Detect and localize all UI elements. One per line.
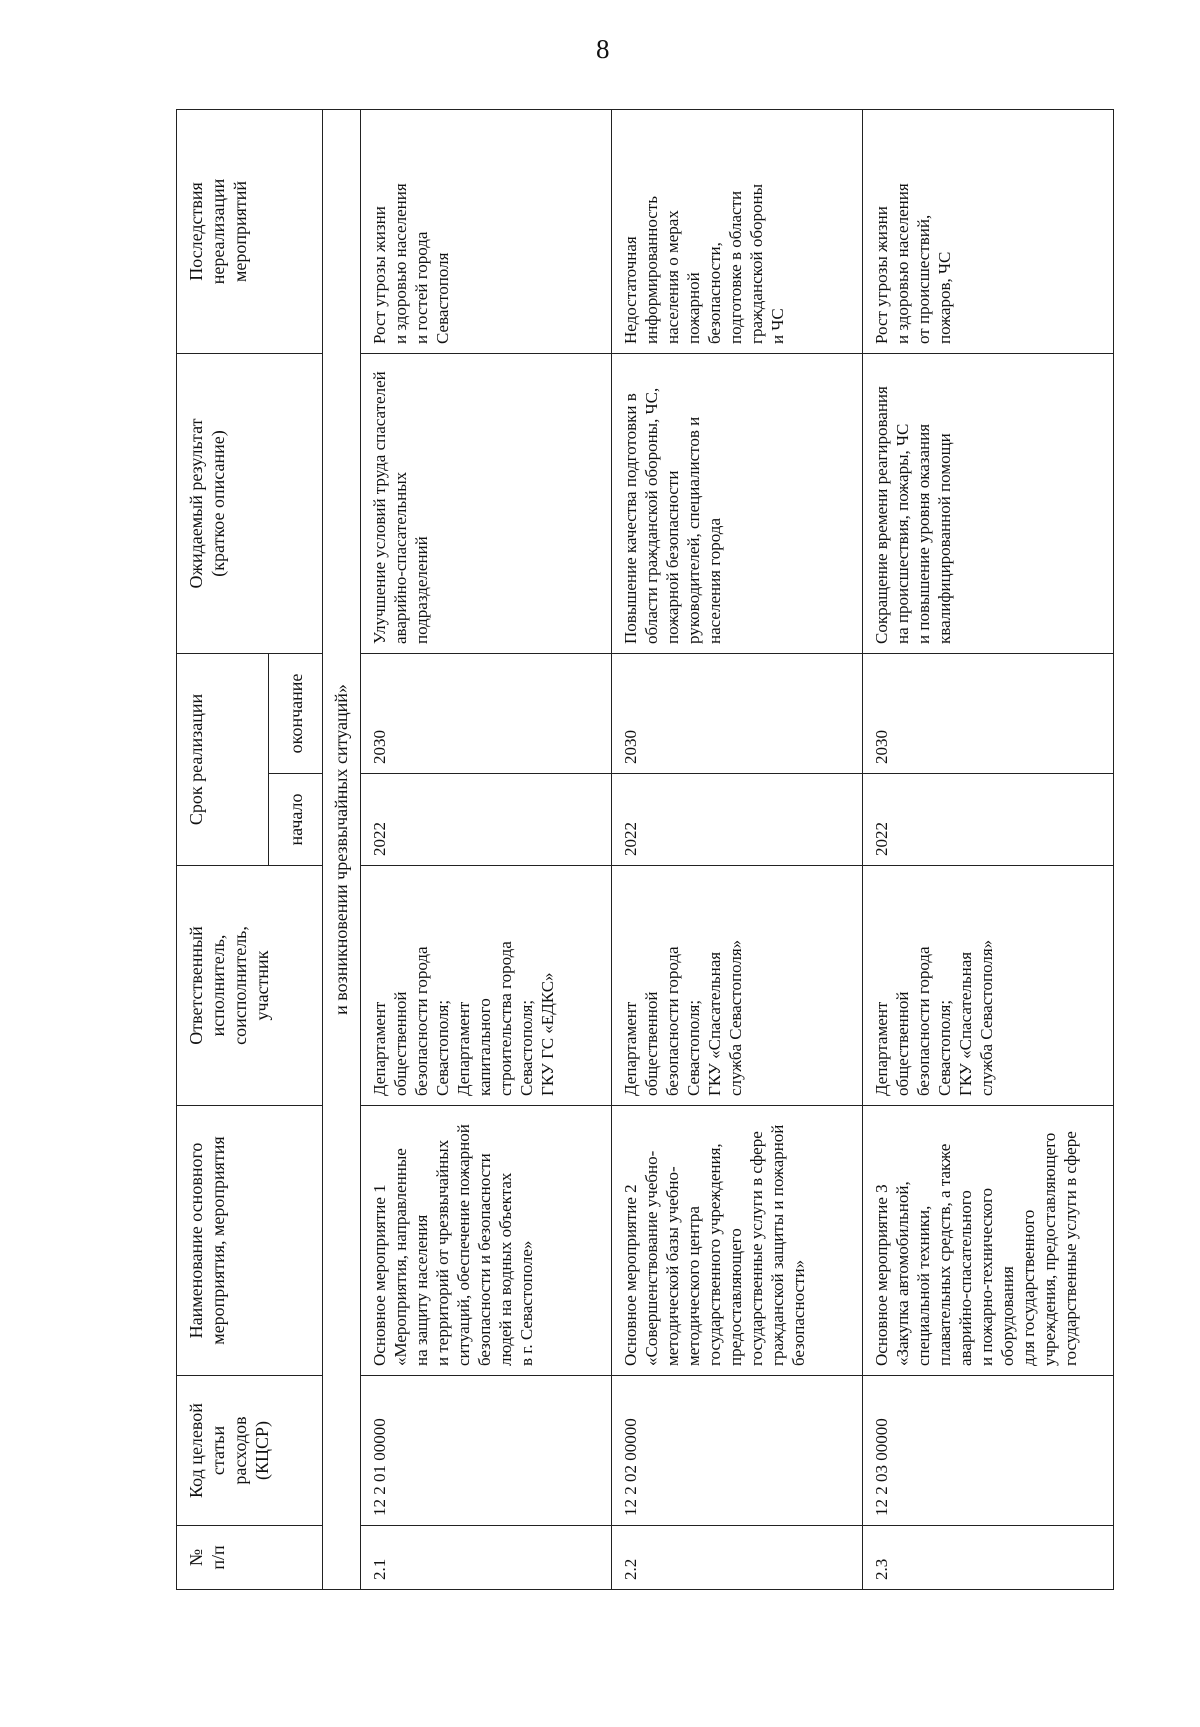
cell-name: Основное мероприятие 3 «Закупка автомобильной, специальной техники, плавательных средств, а также аварийно-спасательного и пожарно-технического оборудования для государственного учреждения, предоставляющего государственные услуги в сфере — [863, 1106, 1114, 1376]
header-name: Наименование основного мероприятия, мероприятия — [177, 1106, 323, 1376]
cell-start: 2022 — [612, 774, 863, 866]
header-term-end: окончание — [269, 653, 323, 773]
header-row — [177, 109, 269, 1589]
cell-executor: Департамент общественной безопасности города Севастополя; ГКУ «Спасательная служба Севастополя» — [863, 866, 1114, 1106]
section-title: и возникновении чрезвычайных ситуаций» — [323, 109, 361, 1589]
section-row — [323, 109, 361, 1589]
cell-result: Повышение качества подготовки в области гражданской обороны, ЧС, пожарной безопасности руководителей, специалистов и населения города — [612, 353, 863, 653]
cell-end: 2030 — [863, 653, 1114, 773]
cell-name: Основное мероприятие 1 «Мероприятия, направленные на защиту населения и территорий от чрезвычайных ситуаций, обеспечение пожарной безопасности и безопасности людей на водных объектах в г. Севастополе» — [361, 1106, 612, 1376]
cell-num: 2.2 — [612, 1526, 863, 1590]
cell-consequences: Рост угрозы жизни и здоровью населения и гостей города Севастополя — [361, 109, 612, 353]
cell-start: 2022 — [361, 774, 612, 866]
table-row — [863, 109, 1114, 1589]
table-row — [361, 109, 612, 1589]
header-term-start: начало — [269, 774, 323, 866]
header-code: Код целевой статьи расходов (КЦСР) — [177, 1376, 323, 1526]
cell-code: 12 2 03 00000 — [863, 1376, 1114, 1526]
cell-end: 2030 — [612, 653, 863, 773]
cell-end: 2030 — [361, 653, 612, 773]
activities-table — [176, 109, 1114, 1590]
cell-name: Основное мероприятие 2 «Совершенствование учебно- методической базы учебно- методического центра государственного учреждения, предоставляющего государственные услуги в сфере гражданской защиты и пожарной безопасности» — [612, 1106, 863, 1376]
cell-code: 12 2 01 00000 — [361, 1376, 612, 1526]
cell-executor: Департамент общественной безопасности города Севастополя; Департамент капитального строительства города Севастополя; ГКУ ГС «ЕДКС» — [361, 866, 612, 1106]
table-row — [612, 109, 863, 1589]
header-num: № п/п — [177, 1526, 323, 1590]
cell-num: 2.3 — [863, 1526, 1114, 1590]
rotated-table-container — [176, 110, 1080, 1590]
header-consequences: Последствия нереализации мероприятий — [177, 109, 323, 353]
header-result: Ожидаемый результат (краткое описание) — [177, 353, 323, 653]
cell-num: 2.1 — [361, 1526, 612, 1590]
cell-code: 12 2 02 00000 — [612, 1376, 863, 1526]
cell-executor: Департамент общественной безопасности города Севастополя; ГКУ «Спасательная служба Севастополя» — [612, 866, 863, 1106]
header-term: Срок реализации — [177, 653, 269, 865]
header-executor: Ответственный исполнитель, соисполнитель, участник — [177, 866, 323, 1106]
cell-consequences: Недостаточная информированность населения о мерах пожарной безопасности, подготовке в области гражданской обороны и ЧС — [612, 109, 863, 353]
cell-consequences: Рост угрозы жизни и здоровью населения от происшествий, пожаров, ЧС — [863, 109, 1114, 353]
cell-result: Улучшение условий труда спасателей аварийно-спасательных подразделений — [361, 353, 612, 653]
cell-result: Сокращение времени реагирования на происшествия, пожары, ЧС и повышение уровня оказания квалифицированной помощи — [863, 353, 1114, 653]
page-number: 8 — [596, 34, 610, 64]
cell-start: 2022 — [863, 774, 1114, 866]
